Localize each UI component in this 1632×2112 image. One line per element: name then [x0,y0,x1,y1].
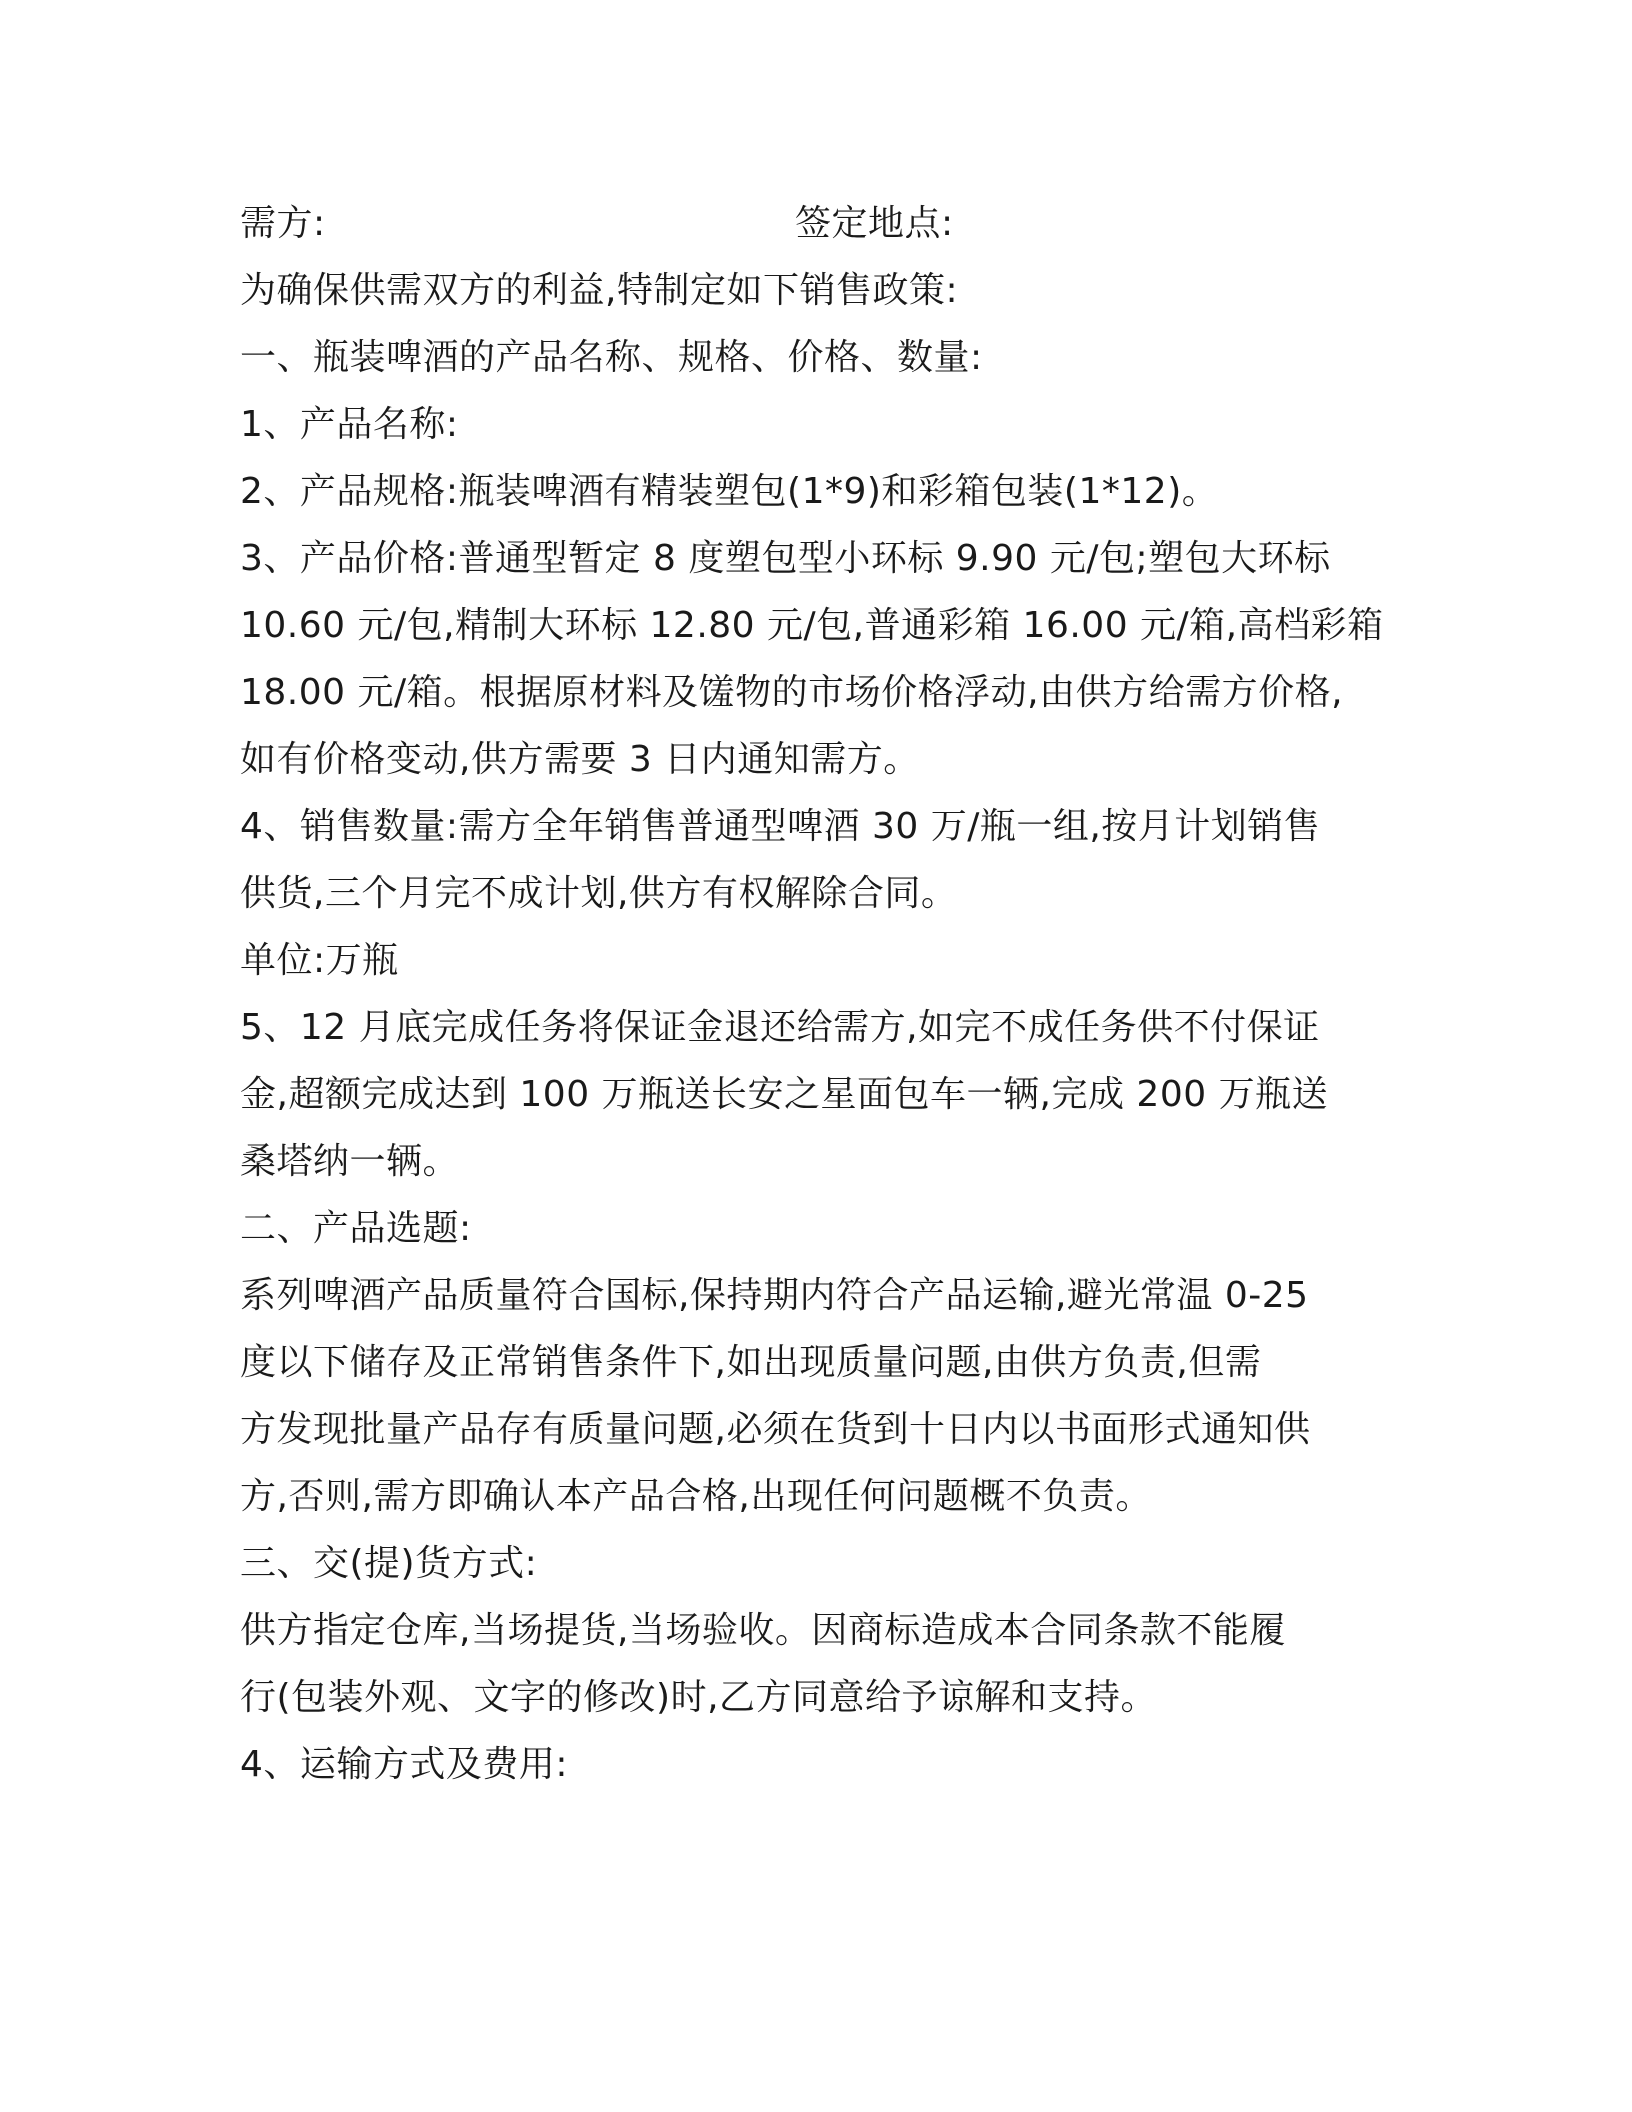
text-line: 如有价格变动,供方需要 3 日内通知需方。 [240,739,920,780]
text-line: 4、运输方式及费用: [240,1744,569,1785]
section-heading: 二、产品选题: [240,1208,472,1249]
text-line: 供货,三个月完不成计划,供方有权解除合同。 [240,873,958,914]
text-line: 为确保供需双方的利益,特制定如下销售政策: [240,270,959,311]
buyer-label: 需方: [240,203,326,244]
text-line: 4、销售数量:需方全年销售普通型啤酒 30 万/瓶一组,按月计划销售 [240,806,1321,847]
text-line: 2、产品规格:瓶装啤酒有精装塑包(1*9)和彩箱包装(1*12)。 [240,471,1219,512]
text-line: 1、产品名称: [240,404,459,445]
section-heading: 一、瓶装啤酒的产品名称、规格、价格、数量: [240,337,983,378]
signing-place-label: 签定地点: [795,203,954,244]
text-line: 方发现批量产品存有质量问题,必须在货到十日内以书面形式通知供 [240,1409,1311,1450]
document-page [240,190,1410,1798]
text-line: 系列啤酒产品质量符合国标,保持期内符合产品运输,避光常温 0-25 [240,1275,1309,1316]
section-heading: 三、交(提)货方式: [240,1543,538,1584]
text-line: 桑塔纳一辆。 [240,1141,460,1182]
text-line: 度以下储存及正常销售条件下,如出现质量问题,由供方负责,但需 [240,1342,1262,1383]
text-line: 5、12 月底完成任务将保证金退还给需方,如完不成任务供不付保证 [240,1007,1320,1048]
header-row [240,190,1410,257]
text-line: 10.60 元/包,精制大环标 12.80 元/包,普通彩箱 16.00 元/箱,高档彩箱 [240,605,1384,646]
text-line: 供方指定仓库,当场提货,当场验收。因商标造成本合同条款不能履 [240,1610,1286,1651]
text-line: 行(包装外观、文字的修改)时,乙方同意给予谅解和支持。 [240,1677,1158,1718]
text-line: 方,否则,需方即确认本产品合格,出现任何问题概不负责。 [240,1476,1152,1517]
text-line: 18.00 元/箱。根据原材料及馐物的市场价格浮动,由供方给需方价格, [240,672,1344,713]
text-line: 单位:万瓶 [240,940,399,981]
text-line: 3、产品价格:普通型暂定 8 度塑包型小环标 9.90 元/包;塑包大环标 [240,538,1331,579]
text-line: 金,超额完成达到 100 万瓶送长安之星面包车一辆,完成 200 万瓶送 [240,1074,1329,1115]
